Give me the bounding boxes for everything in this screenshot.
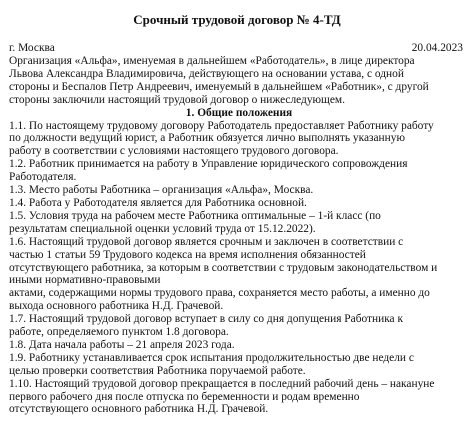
body-text-line: Львова Александра Владимировича, действующего на основании устава, с одной [9,67,404,80]
body-text-line: первого рабочего дня после отпуска по беременности и родам временно [9,390,360,403]
body-text-line: работе, определяемого пунктом 1.8 договора. [9,326,229,339]
body-text-line: иными нормативно-правовыми [9,274,161,287]
document-body [9,55,469,416]
body-text-line: стороны и Беспалов Петр Андреевич, именуемый в дальнейшем «Работник», с другой [9,80,429,93]
body-text-line: выхода основного работника Н.Д. Грачевой. [9,300,224,313]
body-text-line: 1.1. По настоящему трудовому договору Работодатель предоставляет Работнику работу [9,119,434,132]
document-city: г. Москва [9,42,55,54]
section-heading: 1. Общие положения [185,106,293,119]
document-meta [9,41,465,55]
body-text-line: работу в соответствии с условиями настоящего трудового договора. [9,145,339,158]
document-title: Срочный трудовой договор № 4-ТД [133,12,341,27]
body-text-line: по должности ведущий юрист, а Работник обязуется лично выполнять указанную [9,132,405,145]
body-text-line: 1.2. Работник принимается на работу в Управление юридического сопровождения [9,158,408,171]
body-text-line: 1.4. Работа у Работодателя является для Работника основной. [9,196,307,209]
body-text-line: целью проверки соответствия Работника поручаемой работе. [9,364,306,377]
document-date: 20.04.2023 [411,42,463,54]
body-text-line: 1.10. Настоящий трудовой договор прекращается в последний рабочий день – накануне [9,377,435,390]
body-text-line: Организация «Альфа», именуемая в дальнейшем «Работодатель», в лице директора [9,55,415,67]
body-text-line: 1.7. Настоящий трудовой договор вступает в силу со дня допущения Работника к [9,313,403,326]
body-text-line: 1.3. Место работы Работника – организация «Альфа», Москва. [9,184,314,197]
body-text-line: 1.8. Дата начала работы – 21 апреля 2023 года. [9,338,235,351]
body-text-line: отсутствующего основного работника Н.Д. Грачевой. [9,403,269,416]
body-text-line: актами, содержащими нормы трудового права, сохраняется место работы, а именно до [9,287,430,300]
body-text-line: Работодателя. [9,171,77,184]
body-text-line: частью 1 статьи 59 Трудового кодекса на время исполнения обязанностей [9,248,366,261]
body-text-line: результатам специальной оценки условий труда от 15.12.2022). [9,222,316,235]
body-text-line: 1.9. Работнику устанавливается срок испытания продолжительностью две недели с [9,351,414,364]
body-text-line: 1.6. Настоящий трудовой договор является срочным и заключен в соответствии с [9,235,404,248]
body-text-line: стороны заключили настоящий трудовой договор о нижеследующем. [9,93,345,106]
body-text-line: 1.5. Условия труда на рабочем месте Работника оптимальные – 1-й класс (по [9,209,381,222]
body-text-line: отсутствующего работника, за которым в соответствии с трудовым законодательством и [9,261,438,274]
